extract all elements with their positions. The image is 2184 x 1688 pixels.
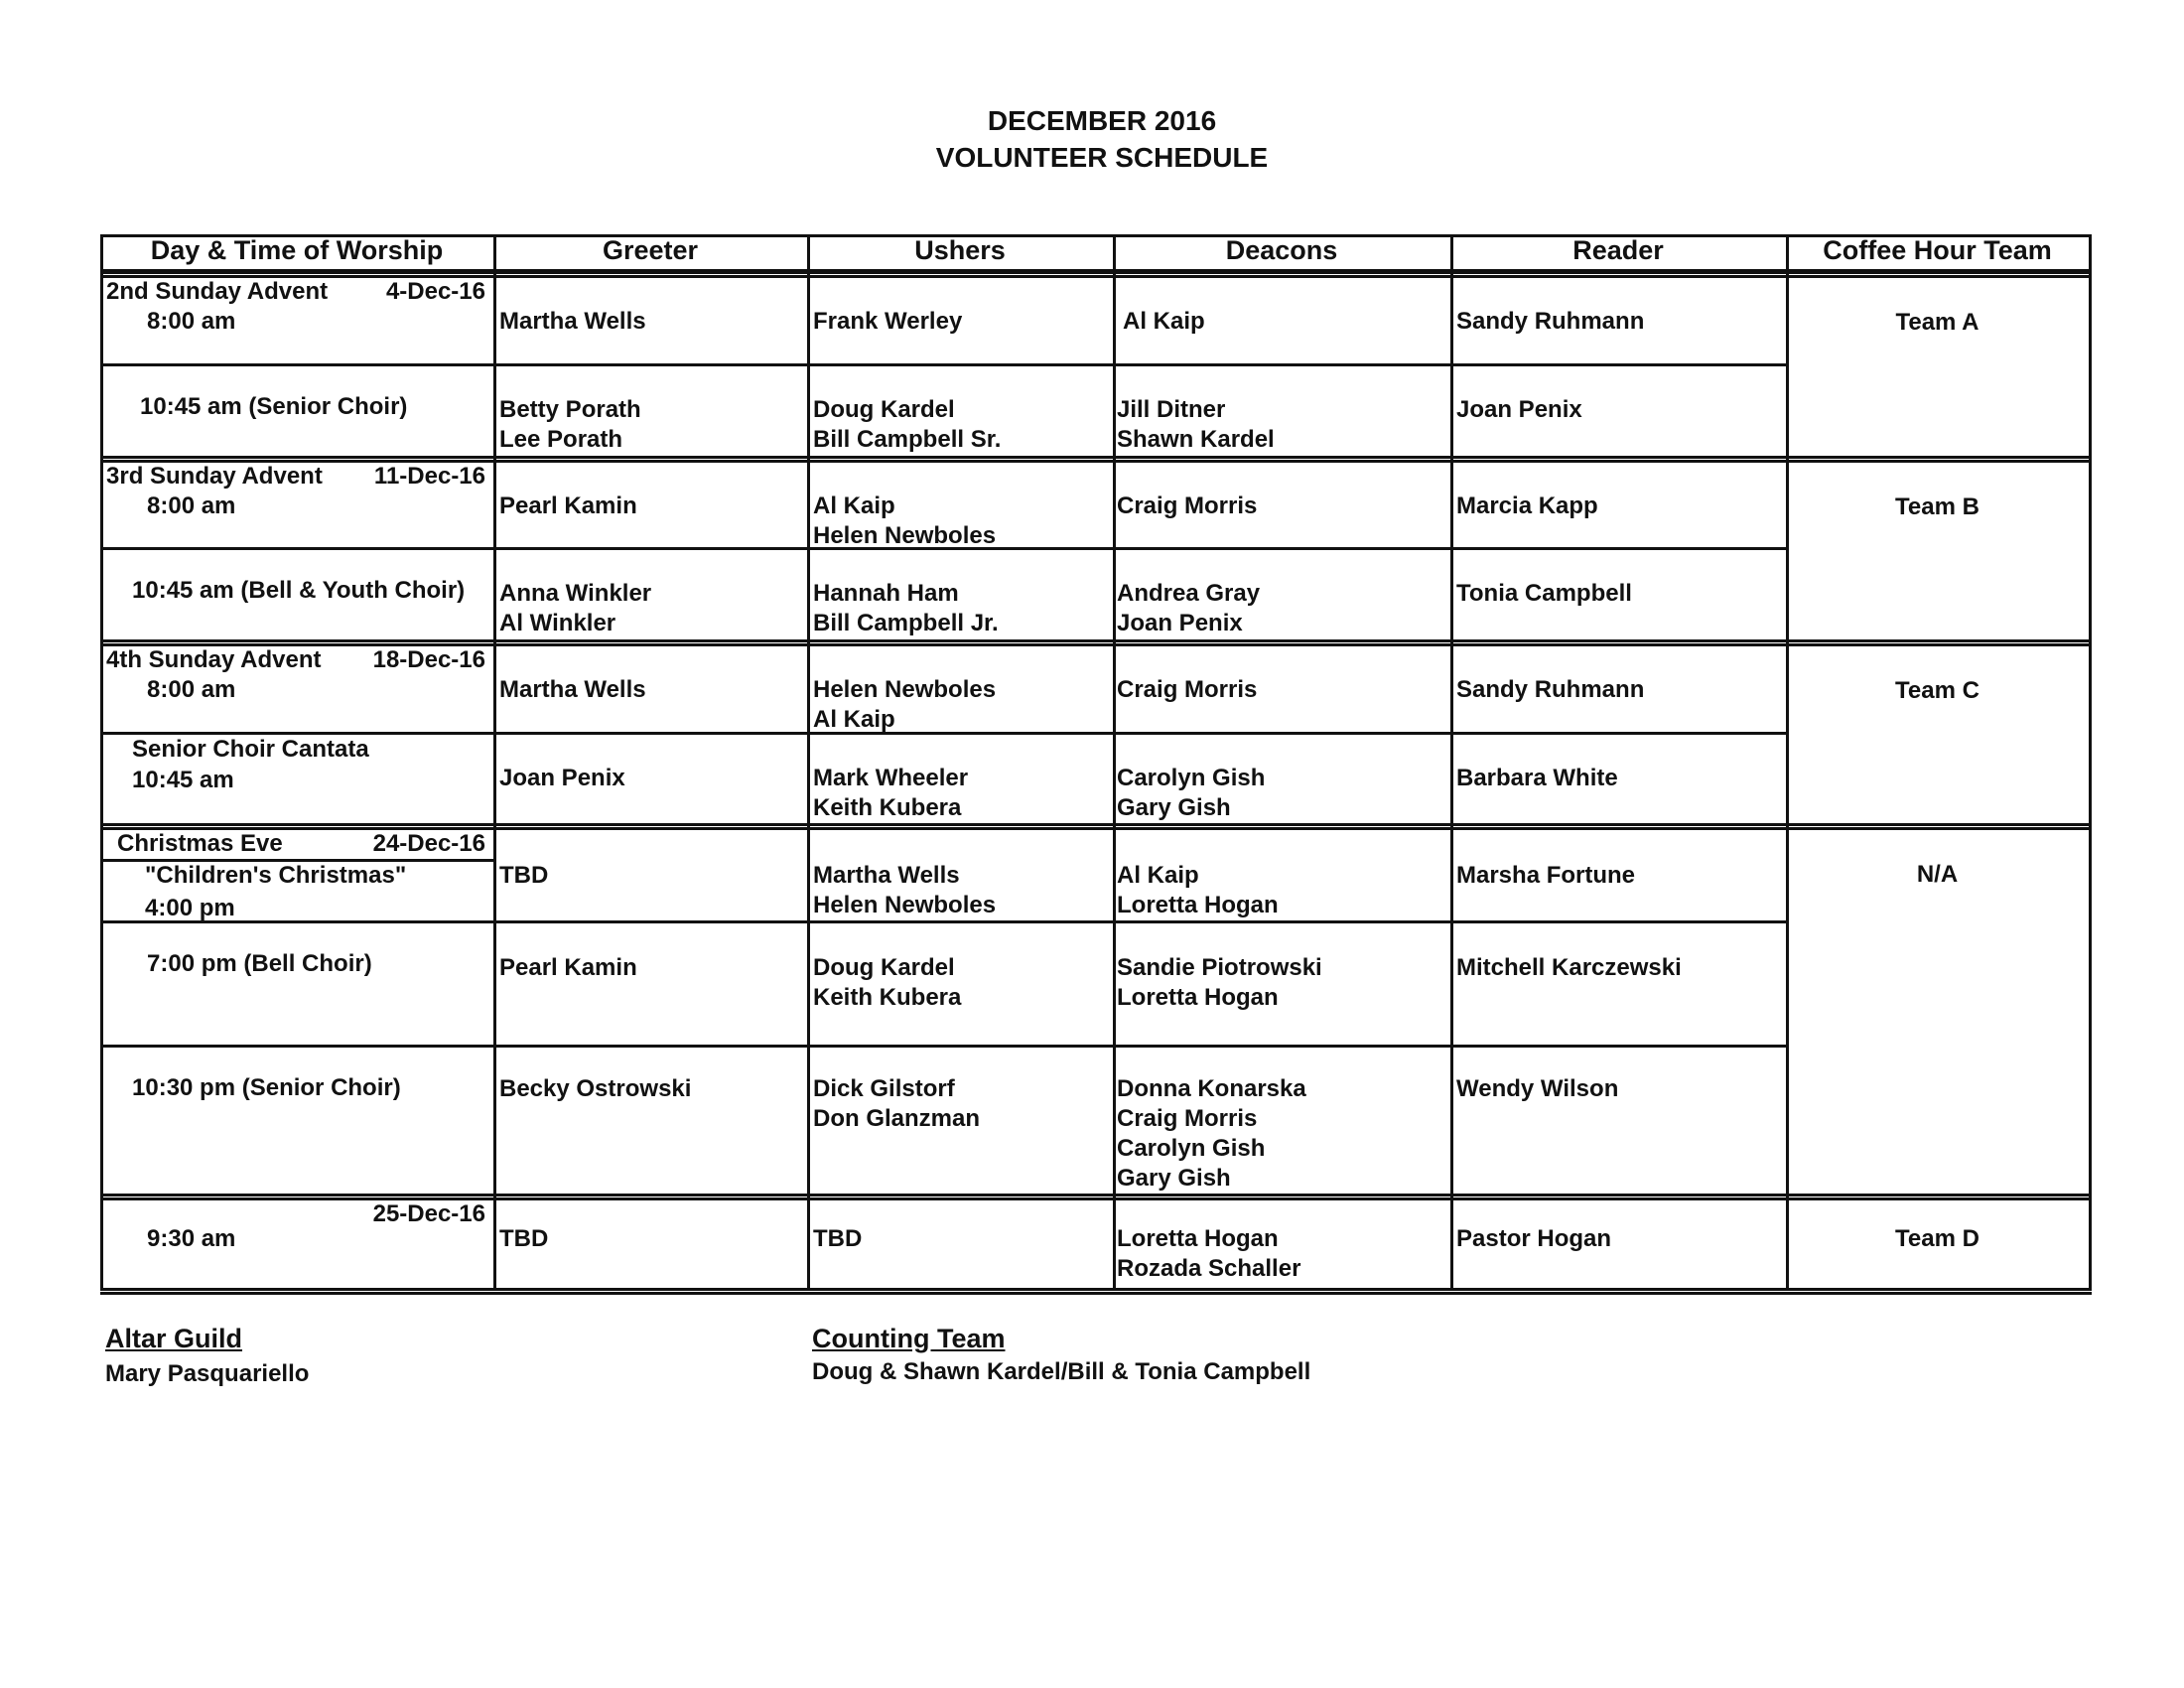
advent-4-service-1-time-2: 10:45 am bbox=[132, 767, 234, 793]
advent-2-service-1-reader-line: Joan Penix bbox=[1456, 396, 1582, 423]
advent-3-service-0-deacons bbox=[1117, 492, 1257, 521]
advent-2-label: 2nd Sunday Advent bbox=[106, 278, 329, 305]
advent-3-service-1-deacons-line: Joan Penix bbox=[1117, 610, 1243, 636]
christmas-eve-service-0-greeter-line: TBD bbox=[499, 862, 549, 889]
christmas-day-service-0-ushers bbox=[813, 1224, 862, 1254]
christmas-eve-service-2-deacons-line: Craig Morris bbox=[1117, 1105, 1258, 1132]
advent-3-service-1-greeter bbox=[499, 579, 651, 638]
advent-4-service-0-reader-line: Sandy Ruhmann bbox=[1456, 676, 1645, 703]
table-column-rule bbox=[2089, 234, 2092, 1291]
christmas-eve-service-2-greeter bbox=[499, 1074, 691, 1104]
header-day-time: Day & Time of Worship bbox=[150, 235, 444, 265]
advent-3-service-1-ushers bbox=[813, 579, 999, 638]
advent-3-service-0-greeter bbox=[499, 492, 637, 521]
counting-team-label: Counting Team bbox=[812, 1324, 1006, 1353]
christmas-eve-coffee-team: N/A bbox=[1916, 861, 1959, 888]
christmas-eve-service-0-reader-line: Marsha Fortune bbox=[1456, 862, 1636, 889]
christmas-eve-service-2-reader bbox=[1456, 1074, 1618, 1104]
advent-2-service-1-ushers-line: Doug Kardel bbox=[813, 396, 955, 423]
advent-3-service-1-ushers-line: Bill Campbell Jr. bbox=[813, 610, 999, 636]
christmas-day-service-0-greeter-line: TBD bbox=[499, 1225, 549, 1252]
advent-2-service-1-ushers bbox=[813, 395, 1001, 455]
advent-2-date: 4-Dec-16 bbox=[385, 278, 485, 305]
advent-4-service-1-ushers bbox=[813, 764, 968, 823]
table-bottom-border bbox=[100, 1292, 2092, 1295]
advent-3-service-1-deacons-line: Andrea Gray bbox=[1117, 580, 1261, 607]
header-coffee-hour: Coffee Hour Team bbox=[1823, 235, 2052, 265]
advent-4-service-1-time-line: Senior Choir Cantata bbox=[132, 736, 369, 763]
advent-2-coffee-team: Team A bbox=[1895, 309, 1979, 336]
header-reader: Reader bbox=[1572, 235, 1664, 265]
table-column-rule bbox=[807, 234, 810, 1291]
page-title: DECEMBER 2016 bbox=[987, 105, 1217, 136]
advent-4-service-1-deacons-line: Carolyn Gish bbox=[1117, 765, 1266, 791]
christmas-eve-service-2-ushers bbox=[813, 1074, 980, 1134]
advent-2-service-0-ushers bbox=[813, 307, 962, 337]
christmas-eve-service-2-deacons bbox=[1117, 1074, 1306, 1194]
christmas-eve-service-1-deacons bbox=[1117, 953, 1322, 1013]
christmas-eve-service-0-greeter bbox=[499, 861, 548, 891]
header-greeter: Greeter bbox=[602, 235, 699, 265]
advent-4-service-1-reader bbox=[1456, 764, 1618, 793]
christmas-day-service-0-deacons-line: Loretta Hogan bbox=[1117, 1225, 1279, 1252]
table-column-rule bbox=[493, 234, 496, 1291]
advent-3-service-0-reader-line: Marcia Kapp bbox=[1456, 492, 1598, 519]
advent-4-service-1-greeter-line: Joan Penix bbox=[499, 765, 625, 791]
advent-2-service-0-reader-line: Sandy Ruhmann bbox=[1456, 308, 1645, 335]
advent-2-service-1-greeter-line: Betty Porath bbox=[499, 396, 641, 423]
advent-4-service-0-ushers-line: Al Kaip bbox=[813, 706, 895, 733]
altar-guild-value: Mary Pasquariello bbox=[105, 1360, 310, 1387]
christmas-eve-service-1-greeter-line: Pearl Kamin bbox=[499, 954, 637, 981]
christmas-eve-service-1-deacons-line: Loretta Hogan bbox=[1117, 984, 1279, 1011]
advent-4-service-1-reader-line: Barbara White bbox=[1456, 765, 1618, 791]
christmas-day-service-0-deacons-line: Rozada Schaller bbox=[1117, 1255, 1301, 1282]
advent-3-service-0-greeter-line: Pearl Kamin bbox=[499, 492, 637, 519]
advent-2-service-1-deacons-line: Jill Ditner bbox=[1117, 396, 1226, 423]
header-deacons: Deacons bbox=[1225, 235, 1338, 265]
christmas-eve-service-1-reader-line: Mitchell Karczewski bbox=[1456, 954, 1682, 981]
advent-2-service-1-reader bbox=[1456, 395, 1582, 425]
page-subtitle: VOLUNTEER SCHEDULE bbox=[935, 142, 1269, 173]
advent-3-service-1-greeter-line: Anna Winkler bbox=[499, 580, 652, 607]
advent-2-service-1-time bbox=[140, 392, 407, 422]
christmas-eve-service-1-time-line: 7:00 pm (Bell Choir) bbox=[147, 950, 372, 977]
table-column-rule bbox=[1113, 234, 1116, 1291]
advent-4-service-0-greeter-line: Martha Wells bbox=[499, 676, 646, 703]
advent-2-service-0-time-line: 8:00 am bbox=[147, 308, 236, 335]
christmas-eve-service-2-deacons-line: Carolyn Gish bbox=[1117, 1135, 1266, 1162]
table-column-rule bbox=[1450, 234, 1453, 1291]
christmas-eve-label: Christmas Eve bbox=[117, 830, 283, 857]
section-top-rule bbox=[100, 823, 2092, 826]
christmas-eve-service-0-reader bbox=[1456, 861, 1635, 891]
header-ushers: Ushers bbox=[914, 235, 1006, 265]
advent-4-coffee-team: Team C bbox=[1895, 677, 1979, 704]
altar-guild-label: Altar Guild bbox=[105, 1324, 243, 1353]
section-top-rule bbox=[100, 639, 2092, 642]
advent-4-service-0-ushers bbox=[813, 675, 996, 735]
christmas-eve-service-2-ushers-line: Dick Gilstorf bbox=[813, 1075, 955, 1102]
christmas-eve-service-2-deacons-line: Gary Gish bbox=[1117, 1165, 1231, 1192]
christmas-eve-service-1-ushers-line: Doug Kardel bbox=[813, 954, 955, 981]
advent-4-label: 4th Sunday Advent bbox=[106, 646, 322, 673]
advent-2-service-1-greeter bbox=[499, 395, 641, 455]
christmas-eve-date: 24-Dec-16 bbox=[372, 830, 485, 857]
section-bottom-rule bbox=[100, 1288, 2092, 1291]
section-top-rule bbox=[100, 1194, 2092, 1196]
advent-3-service-0-reader bbox=[1456, 492, 1598, 521]
advent-4-service-0-greeter bbox=[499, 675, 646, 705]
advent-3-service-1-reader-line: Tonia Campbell bbox=[1456, 580, 1632, 607]
advent-2-service-0-reader bbox=[1456, 307, 1644, 337]
advent-2-service-0-deacons bbox=[1123, 307, 1205, 337]
christmas-eve-service-1-deacons-line: Sandie Piotrowski bbox=[1117, 954, 1322, 981]
counting-team-value: Doug & Shawn Kardel/Bill & Tonia Campbell bbox=[812, 1358, 1311, 1385]
christmas-day-service-0-time-line: 9:30 am bbox=[147, 1225, 236, 1252]
christmas-day-date: 25-Dec-16 bbox=[372, 1200, 485, 1227]
advent-2-service-0-time bbox=[147, 307, 235, 337]
advent-4-service-0-reader bbox=[1456, 675, 1644, 705]
table-column-rule bbox=[1786, 234, 1789, 1291]
advent-2-service-1-time-line: 10:45 am (Senior Choir) bbox=[140, 393, 408, 420]
christmas-eve-service-2-time-line: 10:30 pm (Senior Choir) bbox=[132, 1074, 401, 1101]
advent-4-service-1-deacons bbox=[1117, 764, 1265, 823]
advent-2-service-0-greeter-line: Martha Wells bbox=[499, 308, 646, 335]
advent-3-service-0-time-line: 8:00 am bbox=[147, 492, 236, 519]
christmas-eve-service-0-time: "Children's Christmas" bbox=[145, 862, 407, 889]
advent-3-service-1-greeter-line: Al Winkler bbox=[499, 610, 616, 636]
advent-2-service-0-greeter bbox=[499, 307, 646, 337]
christmas-eve-service-0-ushers-line: Helen Newboles bbox=[813, 892, 997, 918]
advent-4-service-1-deacons-line: Gary Gish bbox=[1117, 794, 1231, 821]
christmas-eve-service-2-deacons-line: Donna Konarska bbox=[1117, 1075, 1306, 1102]
christmas-eve-service-2-greeter-line: Becky Ostrowski bbox=[499, 1075, 692, 1102]
table-column-rule bbox=[100, 234, 103, 1291]
christmas-eve-service-2-reader-line: Wendy Wilson bbox=[1456, 1075, 1619, 1102]
advent-3-service-1-deacons bbox=[1117, 579, 1260, 638]
advent-3-service-0-ushers bbox=[813, 492, 996, 551]
christmas-eve-service-0-deacons-line: Al Kaip bbox=[1117, 862, 1199, 889]
advent-2-service-1-deacons bbox=[1117, 395, 1275, 455]
advent-3-service-0-ushers-line: Al Kaip bbox=[813, 492, 895, 519]
advent-3-service-1-reader bbox=[1456, 579, 1632, 609]
advent-3-service-1-time bbox=[132, 576, 465, 606]
christmas-day-service-0-reader-line: Pastor Hogan bbox=[1456, 1225, 1612, 1252]
christmas-eve-service-1-greeter bbox=[499, 953, 637, 983]
christmas-eve-service-1-ushers-line: Keith Kubera bbox=[813, 984, 962, 1011]
advent-3-service-0-time bbox=[147, 492, 235, 521]
christmas-eve-service-0-deacons bbox=[1117, 861, 1279, 920]
christmas-eve-service-2-ushers-line: Don Glanzman bbox=[813, 1105, 981, 1132]
christmas-eve-service-2-time bbox=[132, 1073, 401, 1103]
advent-3-date: 11-Dec-16 bbox=[373, 463, 485, 490]
service-divider bbox=[100, 920, 1789, 923]
advent-3-service-1-time-line: 10:45 am (Bell & Youth Choir) bbox=[132, 577, 466, 604]
section-top-rule bbox=[100, 271, 2092, 274]
advent-3-service-0-ushers-line: Helen Newboles bbox=[813, 522, 997, 549]
advent-2-service-1-greeter-line: Lee Porath bbox=[499, 426, 623, 453]
service-divider bbox=[100, 363, 1789, 366]
advent-3-coffee-team: Team B bbox=[1895, 493, 1979, 520]
advent-2-service-1-deacons-line: Shawn Kardel bbox=[1117, 426, 1275, 453]
advent-2-service-0-deacons-line: Al Kaip bbox=[1123, 308, 1205, 335]
advent-3-label: 3rd Sunday Advent bbox=[106, 463, 323, 490]
advent-4-date: 18-Dec-16 bbox=[372, 646, 485, 673]
section-top-rule bbox=[100, 456, 2092, 459]
advent-2-service-0-ushers-line: Frank Werley bbox=[813, 308, 963, 335]
christmas-day-coffee-team: Team D bbox=[1895, 1225, 1979, 1252]
christmas-eve-service-1-ushers bbox=[813, 953, 961, 1013]
advent-4-service-0-deacons-line: Craig Morris bbox=[1117, 676, 1258, 703]
advent-4-service-0-time-line: 8:00 am bbox=[147, 676, 236, 703]
advent-4-service-0-time bbox=[147, 675, 235, 705]
advent-4-service-1-time bbox=[132, 735, 369, 765]
christmas-day-service-0-greeter bbox=[499, 1224, 548, 1254]
advent-4-service-1-ushers-line: Keith Kubera bbox=[813, 794, 962, 821]
christmas-eve-service-0-deacons-line: Loretta Hogan bbox=[1117, 892, 1279, 918]
christmas-eve-service-0-ushers-line: Martha Wells bbox=[813, 862, 960, 889]
service-divider bbox=[100, 1045, 1789, 1048]
christmas-eve-service-1-reader bbox=[1456, 953, 1682, 983]
christmas-day-service-0-time bbox=[147, 1224, 235, 1254]
christmas-day-service-0-reader bbox=[1456, 1224, 1611, 1254]
christmas-eve-service-0-ushers bbox=[813, 861, 996, 920]
advent-3-service-1-ushers-line: Hannah Ham bbox=[813, 580, 959, 607]
advent-4-service-1-greeter bbox=[499, 764, 625, 793]
advent-4-service-0-ushers-line: Helen Newboles bbox=[813, 676, 997, 703]
advent-2-service-1-ushers-line: Bill Campbell Sr. bbox=[813, 426, 1002, 453]
christmas-eve-service-1-time bbox=[147, 949, 372, 979]
advent-4-service-1-ushers-line: Mark Wheeler bbox=[813, 765, 969, 791]
christmas-day-service-0-ushers-line: TBD bbox=[813, 1225, 863, 1252]
christmas-day-service-0-deacons bbox=[1117, 1224, 1300, 1284]
christmas-eve-service-0-time-2: 4:00 pm bbox=[145, 895, 235, 921]
advent-3-service-0-deacons-line: Craig Morris bbox=[1117, 492, 1258, 519]
advent-4-service-0-deacons bbox=[1117, 675, 1257, 705]
